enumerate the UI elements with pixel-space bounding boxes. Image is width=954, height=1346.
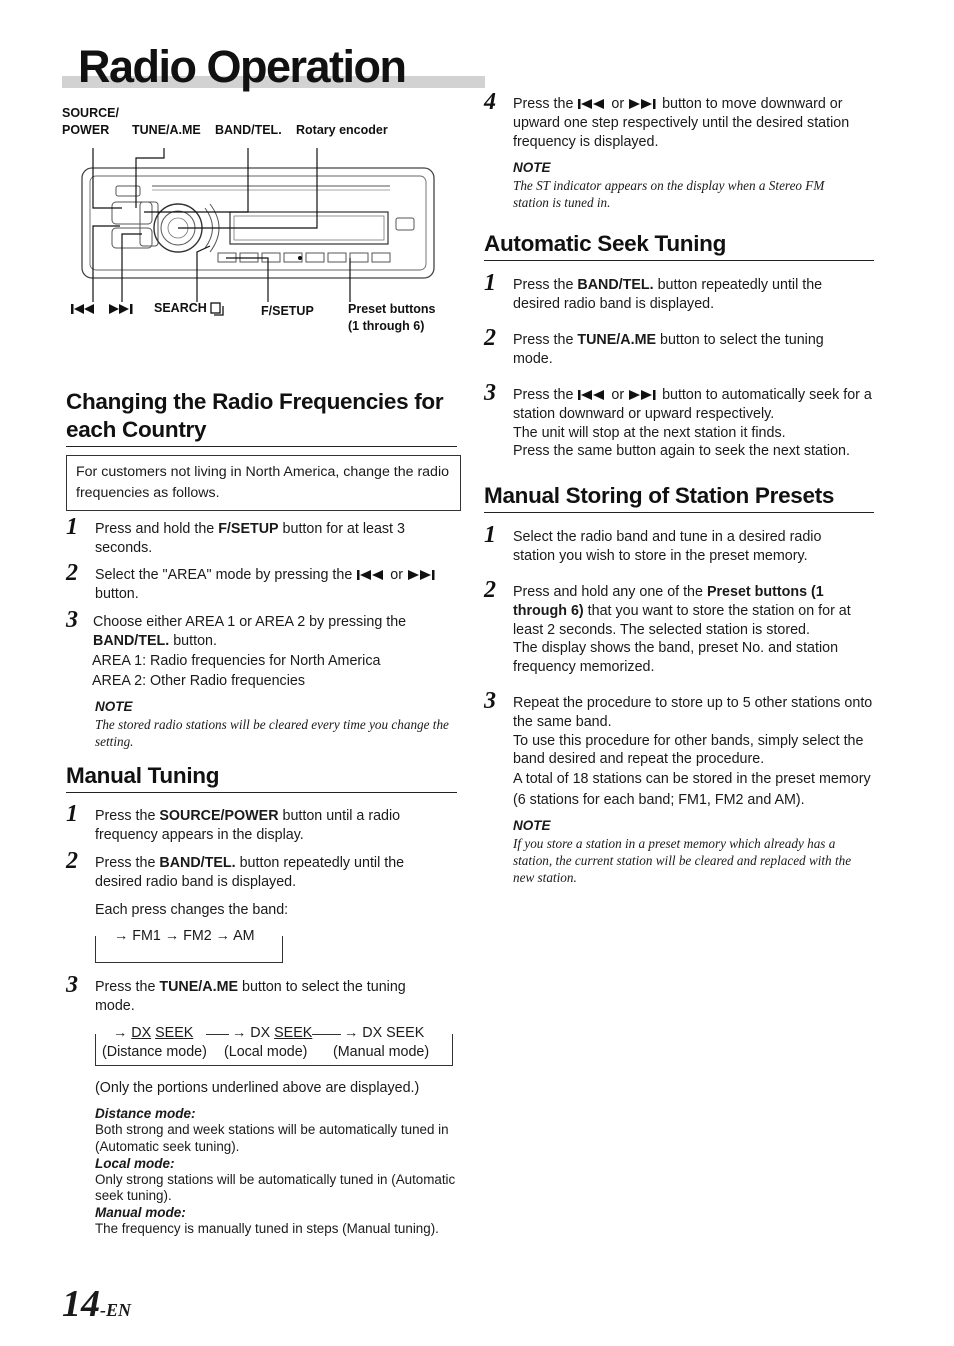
seek-down-icon <box>356 569 386 581</box>
tuning-mode-2-desc: (Local mode) <box>224 1044 308 1060</box>
tuning-mode-1-desc: (Distance mode) <box>102 1044 207 1060</box>
step-number: 3 <box>66 972 78 998</box>
note-text: If you store a station in a preset memory which already has a station, the current station will be cleared and replaced with the new station. <box>513 836 852 885</box>
step-number: 2 <box>484 577 496 603</box>
step-text: Press the BAND/TEL. button repeatedly until the desired radio band is displayed. <box>95 855 405 890</box>
search-mode-icon <box>210 302 224 316</box>
step-text: Press the SOURCE/POWER button until a radio frequency appears in the display. <box>95 808 401 843</box>
mode-definitions: Distance mode: Both strong and week stations will be automatically tuned in (Automatic seek tuning). Local mode: Only strong stations will be automatically tuned in (Automatic seek tuning). Manual mode: The frequency is manually tuned in steps (Manual tuning). <box>95 1106 456 1237</box>
tuning-mode-1: → DX SEEK <box>110 1024 196 1043</box>
seek-up-icon <box>628 98 658 110</box>
heading-rule <box>484 260 874 261</box>
step-text: Press the TUNE/A.ME button to select the tuning mode. <box>95 979 406 1014</box>
tuning-mode-2: → DX SEEK <box>229 1024 315 1043</box>
page-number: 14-EN <box>62 1283 131 1325</box>
page-title: Radio Operation <box>78 41 406 92</box>
head-unit-illustration <box>60 140 460 310</box>
heading-rule <box>484 512 874 513</box>
note-box: For customers not living in North America, change the radio frequencies as follows. <box>66 455 461 511</box>
label-rotary-encoder: Rotary encoder <box>296 123 388 137</box>
prev-next-labels <box>70 300 134 318</box>
step-text: Press the or button to move downward or upward one step respectively until the desired station frequency is displayed. <box>513 96 850 150</box>
step-text: Select the radio band and tune in a desired radio station you wish to store in the preset memory. <box>513 529 822 564</box>
label-search: SEARCH <box>154 300 224 317</box>
note-text: The ST indicator appears on the display when a Stereo FM station is tuned in. <box>513 178 825 210</box>
step-text: Choose either AREA 1 or AREA 2 by pressing the BAND/TEL. button. <box>93 614 407 649</box>
seek-down-icon <box>70 303 96 315</box>
step-text: Press and hold the F/SETUP button for at least 3 seconds. <box>95 521 405 556</box>
step-number: 3 <box>484 380 496 406</box>
connector-line <box>312 1034 342 1035</box>
step-number: 1 <box>66 801 78 827</box>
heading-rule <box>66 792 457 793</box>
seek-up-icon <box>407 569 437 581</box>
label-tune-ame: TUNE/A.ME <box>132 123 201 137</box>
step-number: 3 <box>66 607 78 633</box>
note-text: The stored radio stations will be cleared every time you change the setting. <box>95 717 449 749</box>
label-band-tel: BAND/TEL. <box>215 123 282 137</box>
label-preset-buttons: Preset buttons (1 through 6) <box>348 302 436 333</box>
note-label: NOTE <box>513 160 551 175</box>
label-fsetup: F/SETUP <box>261 304 314 318</box>
seek-up-icon <box>108 303 134 315</box>
label-source-power: SOURCE/ POWER <box>62 106 119 137</box>
tuning-mode-3: → DX SEEK <box>341 1024 427 1043</box>
tuning-mode-3-desc: (Manual mode) <box>333 1044 430 1060</box>
heading-manual-tuning: Manual Tuning <box>66 763 220 788</box>
step-number: 1 <box>66 514 78 540</box>
step-text: Press the TUNE/A.ME button to select the tuning mode. <box>513 332 824 367</box>
step-text: Press and hold any one of the Preset buttons (1 through 6) that you want to store the station on for at least 2 seconds. The selected station is stored. The display shows the band, preset No. and station frequency memorized. <box>513 584 851 676</box>
seek-down-icon <box>577 389 607 401</box>
area-list: AREA 1: Radio frequencies for North America AREA 2: Other Radio frequencies <box>92 653 381 689</box>
band-cycle-text: → FM1 → FM2 → AM <box>110 927 259 946</box>
each-press-text: Each press changes the band: <box>95 902 289 918</box>
step-text: Press the or button to automatically seek for a station downward or upward respectively. The unit will stop at the next station it finds. Press the same button again to seek the next station. <box>513 387 872 460</box>
note-label: NOTE <box>95 699 133 714</box>
seek-down-icon <box>577 98 607 110</box>
heading-manual-storing: Manual Storing of Station Presets <box>484 483 835 508</box>
step-text: Press the BAND/TEL. button repeatedly until the desired radio band is displayed. <box>513 277 823 312</box>
step-number: 2 <box>66 848 78 874</box>
step-number: 3 <box>484 688 496 714</box>
step-number: 2 <box>66 560 78 586</box>
underline-note: (Only the portions underlined above are displayed.) <box>95 1080 420 1096</box>
step-number: 2 <box>484 325 496 351</box>
note-label: NOTE <box>513 818 551 833</box>
step-text: Repeat the procedure to store up to 5 other stations onto the same band. To use this procedure for other bands, simply select the band desired and repeat the procedure. A total of 18 stations can be stored in the preset memory (6 stations for each band; FM1, FM2 and AM). <box>513 695 873 809</box>
heading-change-frequencies: Changing the Radio Frequencies for each Country <box>66 389 444 442</box>
step-number: 1 <box>484 270 496 296</box>
heading-rule <box>66 446 457 447</box>
step-number: 1 <box>484 522 496 548</box>
heading-automatic-seek: Automatic Seek Tuning <box>484 231 727 256</box>
step-text: Select the "AREA" mode by pressing the or button. <box>95 566 455 604</box>
step-number: 4 <box>484 89 496 115</box>
seek-up-icon <box>628 389 658 401</box>
